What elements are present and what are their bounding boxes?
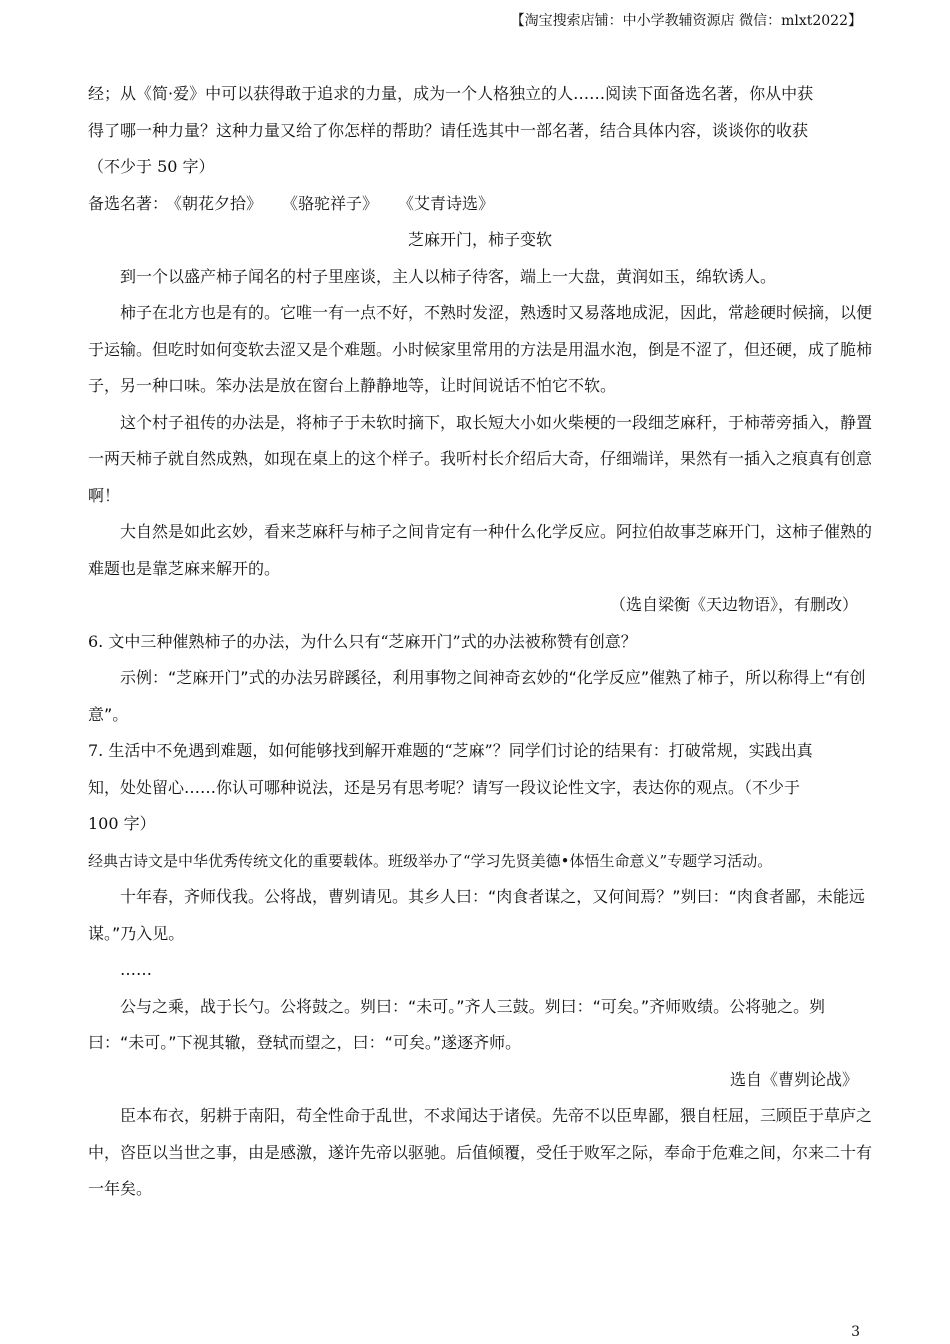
work-item: 《艾青诗选》 [406,193,495,213]
article-paragraph: 到一个以盛产柿子闻名的村子里座谈，主人以柿子待客，端上一大盘，黄润如玉，绵软诱人。 [120,266,777,286]
answer-6: 示例：“芝麻开门”式的办法另辟蹊径，利用事物之间神奇玄妙的“化学反应”催熟了柿子，所以称得上“有创意”。 [88,668,866,724]
intro-line-3: （不少于 50 字） [88,157,215,176]
classics-intro: 经典古诗文是中华优秀传统文化的重要载体。班级举办了“学习先贤美德•体悟生命意义”专题学习活动。 [88,851,773,870]
article-paragraph: 这个村子祖传的办法是，将柿子于未软时摘下，取长短大小如火柴梗的一段细芝麻秆，于柿蒂旁插入，静置一两天柿子就自然成熟，如现在桌上的这个样子。我听村长介绍后大奇，仔细端详，果然有一插入之痕真有创意啊！ [88,412,873,505]
work-item: 《朝花夕拾》 [174,193,263,213]
classics-source: 选自《曹刿论战》 [729,1069,858,1089]
question-6: 6. 文中三种催熟柿子的办法，为什么只有“芝麻开门”式的办法被称赞有创意？ [88,631,637,651]
question-7-line-3: 100 字） [88,814,156,833]
article-source: （选自梁衡《天边物语》，有删改） [609,595,858,614]
works-label: 备选名著： [88,193,169,213]
page-content [88,76,872,1208]
header-banner: 【淘宝搜索店铺：中小学教辅资源店 微信：mlxt2022】 [510,13,862,29]
page-number: 3 [851,1324,860,1340]
classics-passage: 臣本布衣，躬耕于南阳，苟全性命于乱世，不求闻达于诸侯。先帝不以臣卑鄙，猥自枉屈，三顾臣于草庐之中，咨臣以当世之事，由是感激，遂许先帝以驱驰。后值倾覆，受任于败军之际，奉命于危难之间，尔来二十有一年矣。 [88,1106,873,1198]
question-7-line-2: 知，处处留心……你认可哪种说法，还是另有思考呢？请写一段议论性文字，表达你的观点。（不少于 [88,777,801,797]
intro-line-1: 经；从《简·爱》中可以获得敢于追求的力量，成为一个人格独立的人……阅读下面备选名著，你从中获 [88,84,814,103]
question-7-line-1: 7. 生活中不免遇到难题，如何能够找到解开难题的“芝麻”？同学们讨论的结果有：打破常规，实践出真 [88,741,813,760]
article-title: 芝麻开门，柿子变软 [407,230,552,249]
works-list [88,186,872,223]
classics-passage: 十年春，齐师伐我。公将战，曹刿请见。其乡人曰：“肉食者谋之，又何间焉？”刿曰：“肉食者鄙，未能远谋。”乃入见。 [88,887,865,943]
article-paragraph: 大自然是如此玄妙，看来芝麻秆与柿子之间肯定有一种什么化学反应。阿拉伯故事芝麻开门，这柿子催熟的难题也是靠芝麻来解开的。 [88,522,873,578]
article-paragraph: 柿子在北方也是有的。它唯一有一点不好，不熟时发涩，熟透时又易落地成泥，因此，常趁硬时候摘，以便于运输。但吃时如何变软去涩又是个难题。小时候家里常用的方法是用温水泡，倒是不涩了，但还硬，成了脆柿子，另一种口味。笨办法是放在窗台上静静地等，让时间说话不怕它不软。 [88,303,873,395]
classics-passage: 公与之乘，战于长勺。公将鼓之。刿曰：“未可。”齐人三鼓。刿曰：“可矣。”齐师败绩。公将驰之。刿曰：“未可。”下视其辙，登轼而望之，曰：“可矣。”遂逐齐师。 [88,996,826,1052]
classics-ellipsis: …… [120,960,152,979]
intro-line-2: 得了哪一种力量？这种力量又给了你怎样的帮助？请任选其中一部名著，结合具体内容，谈谈你的收获 [88,120,809,140]
work-item: 《骆驼祥子》 [290,193,379,213]
